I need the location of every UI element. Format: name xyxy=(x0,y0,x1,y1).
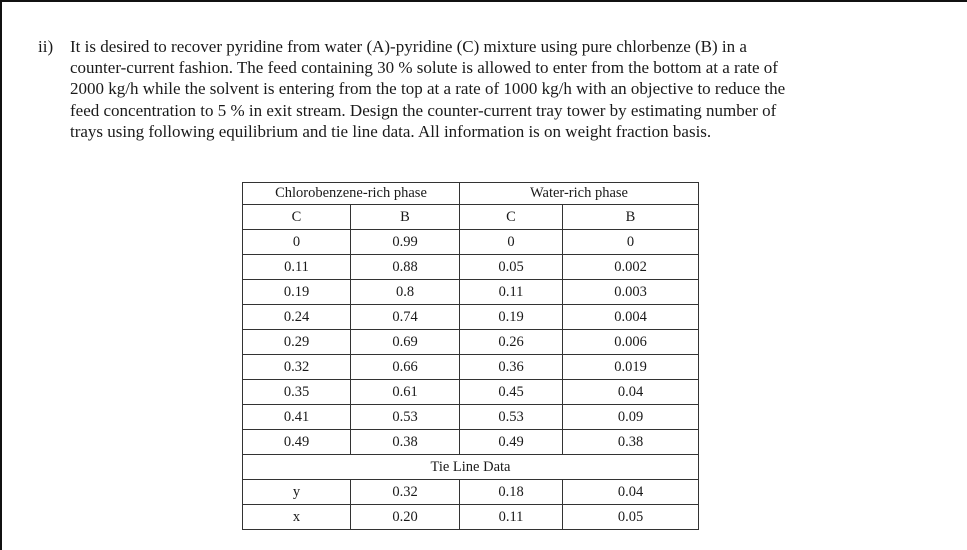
tie-line-cell: 0.32 xyxy=(351,480,460,505)
table-cell: 0.04 xyxy=(563,380,699,405)
table-row xyxy=(243,355,699,380)
table-row xyxy=(243,405,699,430)
question-line-2: counter-current fashion. The feed containing 30 % solute is allowed to enter from the bottom at a rate of xyxy=(70,58,778,78)
table-cell: 0.003 xyxy=(563,280,699,305)
question-number: ii) xyxy=(38,37,54,56)
table-cell: 0.19 xyxy=(243,280,351,305)
table-row xyxy=(243,255,699,280)
table-cell: 0.004 xyxy=(563,305,699,330)
table-cell: 0.49 xyxy=(243,430,351,455)
table-cell: 0.88 xyxy=(351,255,460,280)
question-line-5: trays using following equilibrium and tie line data. All information is on weight fraction basis. xyxy=(70,121,712,141)
table-cell: 0.8 xyxy=(351,280,460,305)
table-cell: 0.99 xyxy=(351,230,460,255)
table-cell: 0.11 xyxy=(243,255,351,280)
table-row xyxy=(243,305,699,330)
table-cell: 0.49 xyxy=(460,430,563,455)
tie-line-cell: y xyxy=(243,480,351,505)
phase-header-row xyxy=(243,183,699,205)
question-line-3: 2000 kg/h while the solvent is entering from the top at a rate of 1000 kg/h with an objective to reduce the xyxy=(70,79,786,99)
table-cell: 0.29 xyxy=(243,330,351,355)
table-cell: 0 xyxy=(563,230,699,255)
tie-line-cell: 0.05 xyxy=(563,505,699,530)
table-cell: 0.53 xyxy=(351,405,460,430)
table-cell: 0.32 xyxy=(243,355,351,380)
table-cell: 0.66 xyxy=(351,355,460,380)
column-header: C xyxy=(460,205,563,230)
table-cell: 0.36 xyxy=(460,355,563,380)
column-header: B xyxy=(351,205,460,230)
tie-line-cell: 0.20 xyxy=(351,505,460,530)
table-cell: 0.69 xyxy=(351,330,460,355)
table-cell: 0.26 xyxy=(460,330,563,355)
tie-line-title: Tie Line Data xyxy=(243,455,699,480)
water-phase-header: Water-rich phase xyxy=(460,183,699,205)
column-header-row xyxy=(243,205,699,230)
table-cell: 0.24 xyxy=(243,305,351,330)
tie-line-row xyxy=(243,480,699,505)
tie-line-cell: 0.18 xyxy=(460,480,563,505)
tie-line-cell: 0.04 xyxy=(563,480,699,505)
image-border-top xyxy=(0,0,967,2)
table-cell: 0.11 xyxy=(460,280,563,305)
chlorobenzene-phase-header: Chlorobenzene-rich phase xyxy=(243,183,460,205)
table-cell: 0.41 xyxy=(243,405,351,430)
table-row xyxy=(243,430,699,455)
tie-line-row xyxy=(243,505,699,530)
table-cell: 0.38 xyxy=(351,430,460,455)
column-header: B xyxy=(563,205,699,230)
table-cell: 0 xyxy=(243,230,351,255)
tie-line-cell: x xyxy=(243,505,351,530)
table-row xyxy=(243,330,699,355)
table-row xyxy=(243,380,699,405)
equilibrium-data-table xyxy=(242,182,699,530)
table-cell: 0.006 xyxy=(563,330,699,355)
table-cell: 0.61 xyxy=(351,380,460,405)
column-header: C xyxy=(243,205,351,230)
tie-line-title-row xyxy=(243,455,699,480)
table-cell: 0 xyxy=(460,230,563,255)
table-cell: 0.35 xyxy=(243,380,351,405)
table-row xyxy=(243,280,699,305)
table-cell: 0.45 xyxy=(460,380,563,405)
table-cell: 0.09 xyxy=(563,405,699,430)
image-border-left xyxy=(0,0,2,550)
table-cell: 0.38 xyxy=(563,430,699,455)
table-cell: 0.53 xyxy=(460,405,563,430)
question-line-1: It is desired to recover pyridine from water (A)-pyridine (C) mixture using pure chlorbenze (B) in a xyxy=(70,37,747,56)
question-line-4: feed concentration to 5 % in exit stream. Design the counter-current tray tower by estimating number of xyxy=(70,100,777,120)
table-cell: 0.05 xyxy=(460,255,563,280)
table-cell: 0.019 xyxy=(563,355,699,380)
table-cell: 0.74 xyxy=(351,305,460,330)
table-cell: 0.002 xyxy=(563,255,699,280)
tie-line-cell: 0.11 xyxy=(460,505,563,530)
table-row xyxy=(243,230,699,255)
table-cell: 0.19 xyxy=(460,305,563,330)
